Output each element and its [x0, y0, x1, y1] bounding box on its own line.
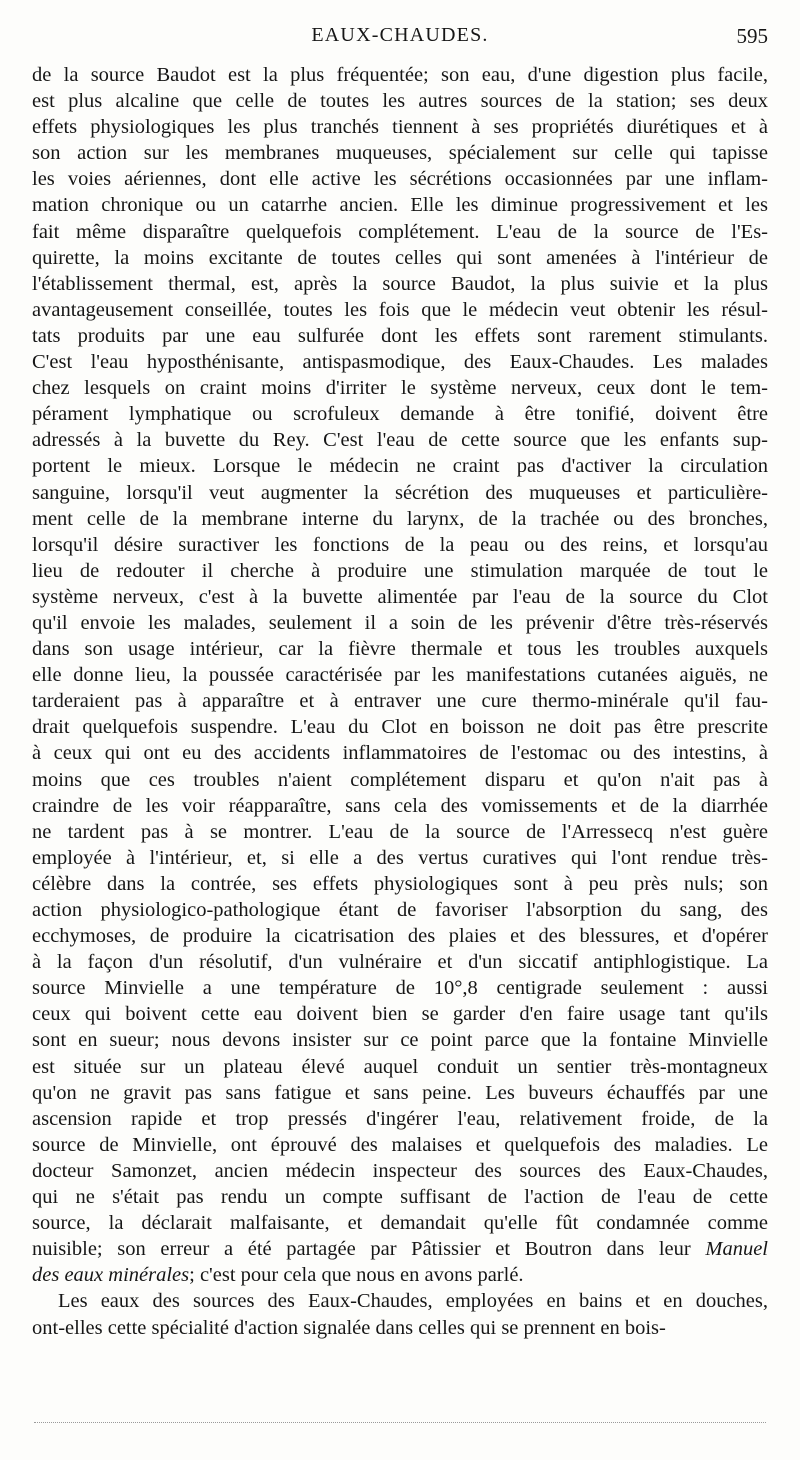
- text-line: l'établissement thermal, est, après la source Baudot, la plus suivie et la plus: [32, 272, 768, 295]
- body-text: [32, 62, 768, 1341]
- text-line: dans son usage intérieur, car la fièvre thermale et tous les troubles auxquels: [32, 638, 768, 661]
- text-line: pérament lymphatique ou scrofuleux demande à être tonifié, doivent être: [32, 403, 768, 426]
- text-line: tats produits par une eau sulfurée dont les effets sont rarement stimulants.: [32, 324, 768, 347]
- text-line: quirette, la moins excitante de toutes celles qui sont amenées à l'intérieur de: [32, 246, 768, 269]
- text-line: système nerveux, c'est à la buvette alimentée par l'eau de la source du Clot: [32, 585, 768, 608]
- text-line: sont en sueur; nous devons insister sur ce point parce que la fontaine Minvielle: [32, 1029, 768, 1052]
- text-line: source, la déclarait malfaisante, et demandait qu'elle fût condamnée comme: [32, 1212, 768, 1235]
- text-line: ceux qui boivent cette eau doivent bien se garder d'en faire usage tant qu'ils: [32, 1003, 768, 1026]
- footer-rule: [34, 1422, 766, 1423]
- text-line: Les eaux des sources des Eaux-Chaudes, employées en bains et en douches,: [58, 1290, 768, 1313]
- text-line: à ceux qui ont eu des accidents inflammatoires de l'estomac ou des intestins, à: [32, 742, 768, 765]
- text-line: action physiologico-pathologique étant de favoriser l'absorption du sang, des: [32, 899, 768, 921]
- text-line: lieu de redouter il cherche à produire une stimulation marquée de tout le: [32, 559, 768, 582]
- text-line: effets physiologiques les plus tranchés tiennent à ses propriétés diurétiques et à: [32, 116, 768, 139]
- text-line: ment celle de la membrane interne du larynx, de la trachée ou des bronches,: [32, 507, 768, 530]
- text-line: moins que ces troubles n'aient complétement disparu et qu'on n'ait pas à: [32, 768, 768, 791]
- text-line: célèbre dans la contrée, ses effets physiologiques sont à peu près nuls; son: [32, 872, 768, 895]
- text-line: ascension rapide et trop pressés d'ingérer l'eau, relativement froide, de la: [32, 1107, 768, 1130]
- text-line: est plus alcaline que celle de toutes les autres sources de la station; ses deux: [32, 90, 768, 113]
- text-line: ecchymoses, de produire la cicatrisation des plaies et des blessures, et d'opérer: [32, 925, 768, 948]
- text-line: les voies aériennes, dont elle active les sécrétions occasionnées par une inflam-: [32, 168, 768, 191]
- text-line: nuisible; son erreur a été partagée par Pâtissier et Boutron dans leur Manuel: [32, 1238, 768, 1261]
- text-line: sanguine, lorsqu'il veut augmenter la sécrétion des muqueuses et particulière-: [32, 481, 768, 504]
- text-line: source de Minvielle, ont éprouvé des malaises et quelquefois des maladies. Le: [32, 1133, 768, 1156]
- book-title-italic: des eaux minérales: [32, 1264, 190, 1287]
- text-line: portent le mieux. Lorsque le médecin ne craint pas d'activer la circulation: [32, 455, 768, 478]
- text-line: fait même disparaître quelquefois complétement. L'eau de la source de l'Es-: [32, 220, 768, 243]
- text-line: tarderaient pas à apparaître et à entraver une cure thermo-minérale qu'il fau-: [32, 690, 768, 713]
- text-line: de la source Baudot est la plus fréquentée; son eau, d'une digestion plus facile,: [32, 64, 768, 86]
- text-line: à la façon d'un résolutif, d'un vulnéraire et d'un siccatif antiphlogistique. La: [32, 951, 768, 974]
- text-line: qu'on ne gravit pas sans fatigue et sans peine. Les buveurs échauffés par une: [32, 1081, 768, 1104]
- text-line: employée à l'intérieur, et, si elle a des vertus curatives qui l'ont rendue très-: [32, 846, 768, 869]
- text-line: qui ne s'était pas rendu un compte suffisant de l'action de l'eau de cette: [32, 1186, 768, 1209]
- text-line: adressés à la buvette du Rey. C'est l'eau de cette source que les enfants sup-: [32, 429, 768, 452]
- text-line: docteur Samonzet, ancien médecin inspecteur des sources des Eaux-Chaudes,: [32, 1159, 768, 1182]
- text-line: lorsqu'il désire suractiver les fonctions de la peau ou des reins, et lorsqu'au: [32, 533, 768, 556]
- running-title: EAUX-CHAUDES.: [311, 24, 489, 46]
- text-line: des eaux minérales; c'est pour cela que nous en avons parlé.: [32, 1264, 524, 1287]
- text-line: avantageusement conseillée, toutes les fois que le médecin veut obtenir les résul-: [32, 298, 768, 321]
- text-line: mation chronique ou un catarrhe ancien. Elle les diminue progressivement et les: [32, 194, 768, 217]
- text-line: drait quelquefois suspendre. L'eau du Clot en boisson ne doit pas être prescrite: [32, 716, 768, 739]
- text-line: C'est l'eau hyposthénisante, antispasmodique, des Eaux-Chaudes. Les malades: [32, 351, 768, 374]
- page-number: 595: [736, 24, 768, 48]
- text-line: source Minvielle a une température de 10°,8 centigrade seulement : aussi: [32, 977, 768, 1000]
- text-line: son action sur les membranes muqueuses, spécialement sur celle qui tapisse: [32, 142, 768, 165]
- text-line: est située sur un plateau élevé auquel conduit un sentier très-montagneux: [32, 1055, 768, 1078]
- text-line: craindre de les voir réapparaître, sans cela des vomissements et de la diarrhée: [32, 794, 768, 817]
- text-line: ont-elles cette spécialité d'action signalée dans celles qui se prennent en bois-: [32, 1316, 666, 1339]
- text-line: qu'il envoie les malades, seulement il a soin de les prévenir d'être très-réservés: [32, 611, 768, 634]
- page-header: [30, 24, 770, 54]
- text-line: chez lesquels on craint moins d'irriter le système nerveux, ceux dont le tem-: [32, 377, 768, 400]
- text-line: ne tardent pas à se montrer. L'eau de la source de l'Arressecq n'est guère: [32, 820, 768, 843]
- book-title-italic: Manuel: [705, 1238, 768, 1261]
- text-line: elle donne lieu, la poussée caractérisée par les manifestations cutanées aiguës, ne: [32, 664, 768, 687]
